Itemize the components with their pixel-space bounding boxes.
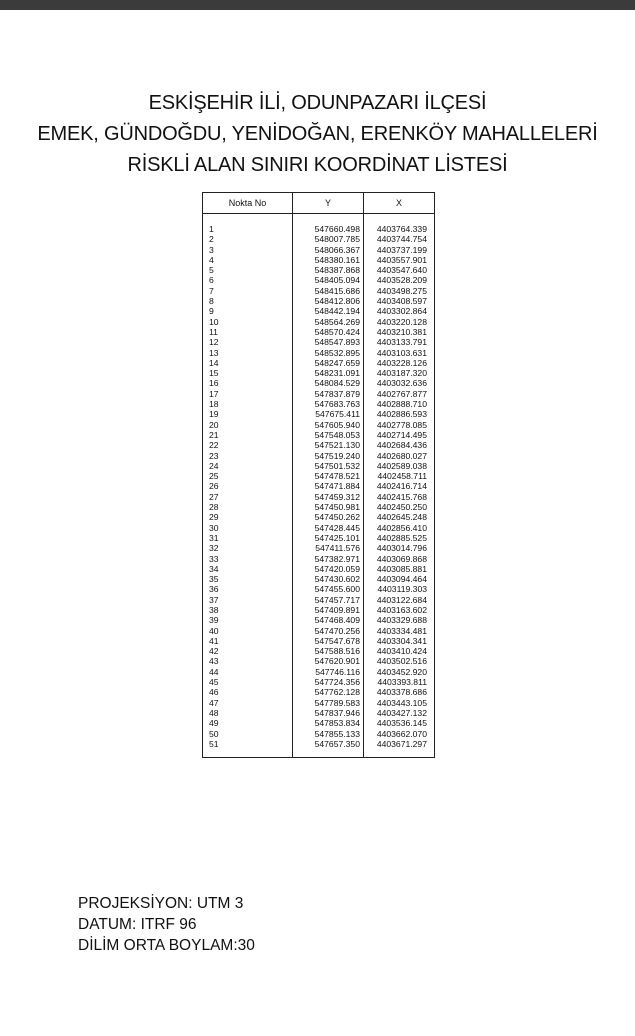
table-row	[203, 399, 435, 409]
x-coordinate-cell: 4403427.132	[364, 708, 435, 718]
table-row	[203, 306, 435, 316]
y-coordinate-cell: 547853.834	[293, 718, 364, 728]
projection-info	[78, 893, 255, 956]
y-coordinate-cell: 547620.901	[293, 656, 364, 666]
table-header-row	[203, 193, 435, 214]
point-no-cell: 47	[203, 698, 293, 708]
point-no-cell: 37	[203, 595, 293, 605]
y-coordinate-cell: 547450.262	[293, 512, 364, 522]
x-coordinate-cell: 4403085.881	[364, 564, 435, 574]
x-coordinate-cell: 4402680.027	[364, 451, 435, 461]
point-no-cell: 45	[203, 677, 293, 687]
y-coordinate-cell: 547409.891	[293, 605, 364, 615]
point-no-cell: 27	[203, 492, 293, 502]
table-row	[203, 667, 435, 677]
point-no-cell: 5	[203, 265, 293, 275]
table-row	[203, 739, 435, 758]
point-no-cell: 28	[203, 502, 293, 512]
y-coordinate-cell: 547457.717	[293, 595, 364, 605]
table-row	[203, 409, 435, 419]
point-no-cell: 51	[203, 739, 293, 758]
y-coordinate-cell: 548532.895	[293, 348, 364, 358]
y-coordinate-cell: 548007.785	[293, 234, 364, 244]
x-coordinate-cell: 4402416.714	[364, 481, 435, 491]
point-no-cell: 48	[203, 708, 293, 718]
table-row	[203, 584, 435, 594]
y-coordinate-cell: 547478.521	[293, 471, 364, 481]
point-no-cell: 20	[203, 420, 293, 430]
y-coordinate-cell: 548415.686	[293, 286, 364, 296]
title-province-district: ESKİŞEHİR İLİ, ODUNPAZARI İLÇESİ	[148, 92, 487, 114]
table-row	[203, 502, 435, 512]
table-row	[203, 564, 435, 574]
point-no-cell: 8	[203, 296, 293, 306]
table-row	[203, 451, 435, 461]
table-row	[203, 636, 435, 646]
x-coordinate-cell: 4403302.864	[364, 306, 435, 316]
table-row	[203, 481, 435, 491]
y-coordinate-cell: 548231.091	[293, 368, 364, 378]
x-coordinate-cell: 4402458.711	[364, 471, 435, 481]
point-no-cell: 30	[203, 523, 293, 533]
table-row	[203, 420, 435, 430]
y-coordinate-cell: 547459.312	[293, 492, 364, 502]
point-no-cell: 14	[203, 358, 293, 368]
table-row	[203, 677, 435, 687]
table-row	[203, 615, 435, 625]
y-coordinate-cell: 547420.059	[293, 564, 364, 574]
x-coordinate-cell: 4403410.424	[364, 646, 435, 656]
y-coordinate-cell: 547501.532	[293, 461, 364, 471]
table-row	[203, 656, 435, 666]
table-row	[203, 368, 435, 378]
y-coordinate-cell: 548380.161	[293, 255, 364, 265]
point-no-cell: 25	[203, 471, 293, 481]
table-row	[203, 348, 435, 358]
point-no-cell: 12	[203, 337, 293, 347]
point-no-cell: 33	[203, 554, 293, 564]
point-no-cell: 43	[203, 656, 293, 666]
y-coordinate-cell: 548412.806	[293, 296, 364, 306]
x-coordinate-cell: 4403210.381	[364, 327, 435, 337]
point-no-cell: 40	[203, 626, 293, 636]
point-no-cell: 6	[203, 275, 293, 285]
x-coordinate-cell: 4403408.597	[364, 296, 435, 306]
point-no-cell: 26	[203, 481, 293, 491]
table-row	[203, 512, 435, 522]
point-no-cell: 50	[203, 729, 293, 739]
table-row	[203, 327, 435, 337]
point-no-cell: 7	[203, 286, 293, 296]
table-row	[203, 729, 435, 739]
table-body	[203, 214, 435, 758]
y-coordinate-cell: 547547.678	[293, 636, 364, 646]
point-no-cell: 4	[203, 255, 293, 265]
table-row	[203, 440, 435, 450]
document-title-block	[0, 88, 635, 181]
table-row	[203, 687, 435, 697]
x-coordinate-cell: 4403671.297	[364, 739, 435, 758]
header-point-no: Nokta No	[203, 193, 293, 214]
point-no-cell: 31	[203, 533, 293, 543]
y-coordinate-cell: 547837.946	[293, 708, 364, 718]
y-coordinate-cell: 547837.879	[293, 389, 364, 399]
table-row	[203, 492, 435, 502]
y-coordinate-cell: 547425.101	[293, 533, 364, 543]
point-no-cell: 16	[203, 378, 293, 388]
x-coordinate-cell: 4403528.209	[364, 275, 435, 285]
y-coordinate-cell: 547746.116	[293, 667, 364, 677]
x-coordinate-cell: 4403334.481	[364, 626, 435, 636]
x-coordinate-cell: 4402684.436	[364, 440, 435, 450]
x-coordinate-cell: 4403547.640	[364, 265, 435, 275]
x-coordinate-cell: 4403304.341	[364, 636, 435, 646]
viewer-top-bar	[0, 0, 635, 10]
table-row	[203, 389, 435, 399]
y-coordinate-cell: 548405.094	[293, 275, 364, 285]
x-coordinate-cell: 4403498.275	[364, 286, 435, 296]
projection-line: PROJEKSİYON: UTM 3	[78, 895, 244, 912]
x-coordinate-cell: 4403228.126	[364, 358, 435, 368]
y-coordinate-cell: 547470.256	[293, 626, 364, 636]
x-coordinate-cell: 4403443.105	[364, 698, 435, 708]
point-no-cell: 24	[203, 461, 293, 471]
x-coordinate-cell: 4403378.686	[364, 687, 435, 697]
table-row	[203, 708, 435, 718]
x-coordinate-cell: 4403329.688	[364, 615, 435, 625]
y-coordinate-cell: 547455.600	[293, 584, 364, 594]
point-no-cell: 36	[203, 584, 293, 594]
coordinate-table	[202, 192, 435, 758]
point-no-cell: 15	[203, 368, 293, 378]
y-coordinate-cell: 547588.516	[293, 646, 364, 656]
point-no-cell: 3	[203, 245, 293, 255]
point-no-cell: 9	[203, 306, 293, 316]
x-coordinate-cell: 4403163.602	[364, 605, 435, 615]
point-no-cell: 34	[203, 564, 293, 574]
point-no-cell: 44	[203, 667, 293, 677]
point-no-cell: 49	[203, 718, 293, 728]
point-no-cell: 42	[203, 646, 293, 656]
table-row	[203, 214, 435, 235]
x-coordinate-cell: 4402885.525	[364, 533, 435, 543]
table-row	[203, 554, 435, 564]
x-coordinate-cell: 4402450.250	[364, 502, 435, 512]
y-coordinate-cell: 547430.602	[293, 574, 364, 584]
y-coordinate-cell: 547762.128	[293, 687, 364, 697]
point-no-cell: 18	[203, 399, 293, 409]
y-coordinate-cell: 547519.240	[293, 451, 364, 461]
y-coordinate-cell: 547789.583	[293, 698, 364, 708]
x-coordinate-cell: 4402886.593	[364, 409, 435, 419]
point-no-cell: 10	[203, 317, 293, 327]
x-coordinate-cell: 4403187.320	[364, 368, 435, 378]
table-row	[203, 358, 435, 368]
table-row	[203, 533, 435, 543]
y-coordinate-cell: 547724.356	[293, 677, 364, 687]
table-row	[203, 718, 435, 728]
point-no-cell: 1	[203, 214, 293, 235]
table-row	[203, 296, 435, 306]
y-coordinate-cell: 547471.884	[293, 481, 364, 491]
x-coordinate-cell: 4403502.516	[364, 656, 435, 666]
table-row	[203, 255, 435, 265]
y-coordinate-cell: 547428.445	[293, 523, 364, 533]
point-no-cell: 41	[203, 636, 293, 646]
table-row	[203, 605, 435, 615]
table-row	[203, 245, 435, 255]
y-coordinate-cell: 547657.350	[293, 739, 364, 758]
table-row	[203, 430, 435, 440]
point-no-cell: 13	[203, 348, 293, 358]
point-no-cell: 19	[203, 409, 293, 419]
table-row	[203, 626, 435, 636]
table-row	[203, 595, 435, 605]
table-row	[203, 646, 435, 656]
y-coordinate-cell: 548066.367	[293, 245, 364, 255]
title-neighborhoods: EMEK, GÜNDOĞDU, YENİDOĞAN, ERENKÖY MAHALLELERİ	[37, 123, 598, 145]
y-coordinate-cell: 547605.940	[293, 420, 364, 430]
point-no-cell: 23	[203, 451, 293, 461]
x-coordinate-cell: 4403744.754	[364, 234, 435, 244]
table-row	[203, 543, 435, 553]
central-meridian-line: DİLİM ORTA BOYLAM:30	[78, 937, 255, 954]
x-coordinate-cell: 4402589.038	[364, 461, 435, 471]
table-row	[203, 286, 435, 296]
table-row	[203, 471, 435, 481]
x-coordinate-cell: 4403122.684	[364, 595, 435, 605]
table-row	[203, 317, 435, 327]
point-no-cell: 22	[203, 440, 293, 450]
x-coordinate-cell: 4403536.145	[364, 718, 435, 728]
title-coordinate-list: RİSKLİ ALAN SINIRI KOORDİNAT LİSTESİ	[127, 154, 508, 176]
table-row	[203, 461, 435, 471]
y-coordinate-cell: 547450.981	[293, 502, 364, 512]
x-coordinate-cell: 4403094.464	[364, 574, 435, 584]
y-coordinate-cell: 547411.576	[293, 543, 364, 553]
point-no-cell: 21	[203, 430, 293, 440]
y-coordinate-cell: 547683.763	[293, 399, 364, 409]
table-row	[203, 698, 435, 708]
y-coordinate-cell: 547468.409	[293, 615, 364, 625]
y-coordinate-cell: 547521.130	[293, 440, 364, 450]
table-row	[203, 275, 435, 285]
y-coordinate-cell: 547382.971	[293, 554, 364, 564]
table-row	[203, 523, 435, 533]
x-coordinate-cell: 4403014.796	[364, 543, 435, 553]
table-row	[203, 574, 435, 584]
table-row	[203, 337, 435, 347]
table-row	[203, 378, 435, 388]
y-coordinate-cell: 548387.868	[293, 265, 364, 275]
point-no-cell: 38	[203, 605, 293, 615]
x-coordinate-cell: 4403103.631	[364, 348, 435, 358]
point-no-cell: 2	[203, 234, 293, 244]
y-coordinate-cell: 547855.133	[293, 729, 364, 739]
x-coordinate-cell: 4403737.199	[364, 245, 435, 255]
x-coordinate-cell: 4403557.901	[364, 255, 435, 265]
y-coordinate-cell: 548547.893	[293, 337, 364, 347]
x-coordinate-cell: 4403133.791	[364, 337, 435, 347]
x-coordinate-cell: 4402714.495	[364, 430, 435, 440]
header-y: Y	[293, 193, 364, 214]
y-coordinate-cell: 547548.053	[293, 430, 364, 440]
point-no-cell: 39	[203, 615, 293, 625]
x-coordinate-cell: 4403220.128	[364, 317, 435, 327]
x-coordinate-cell: 4403452.920	[364, 667, 435, 677]
y-coordinate-cell: 547675.411	[293, 409, 364, 419]
x-coordinate-cell: 4403764.339	[364, 214, 435, 235]
table-row	[203, 234, 435, 244]
point-no-cell: 11	[203, 327, 293, 337]
point-no-cell: 29	[203, 512, 293, 522]
y-coordinate-cell: 548564.269	[293, 317, 364, 327]
y-coordinate-cell: 548570.424	[293, 327, 364, 337]
y-coordinate-cell: 547660.498	[293, 214, 364, 235]
y-coordinate-cell: 548247.659	[293, 358, 364, 368]
x-coordinate-cell: 4402888.710	[364, 399, 435, 409]
header-x: X	[364, 193, 435, 214]
x-coordinate-cell: 4403032.636	[364, 378, 435, 388]
x-coordinate-cell: 4402645.248	[364, 512, 435, 522]
y-coordinate-cell: 548084.529	[293, 378, 364, 388]
datum-line: DATUM: ITRF 96	[78, 916, 197, 933]
y-coordinate-cell: 548442.194	[293, 306, 364, 316]
x-coordinate-cell: 4402778.085	[364, 420, 435, 430]
table-row	[203, 265, 435, 275]
point-no-cell: 32	[203, 543, 293, 553]
x-coordinate-cell: 4403119.303	[364, 584, 435, 594]
x-coordinate-cell: 4402767.877	[364, 389, 435, 399]
point-no-cell: 35	[203, 574, 293, 584]
x-coordinate-cell: 4402415.768	[364, 492, 435, 502]
x-coordinate-cell: 4403662.070	[364, 729, 435, 739]
x-coordinate-cell: 4403069.868	[364, 554, 435, 564]
point-no-cell: 46	[203, 687, 293, 697]
point-no-cell: 17	[203, 389, 293, 399]
x-coordinate-cell: 4402856.410	[364, 523, 435, 533]
x-coordinate-cell: 4403393.811	[364, 677, 435, 687]
